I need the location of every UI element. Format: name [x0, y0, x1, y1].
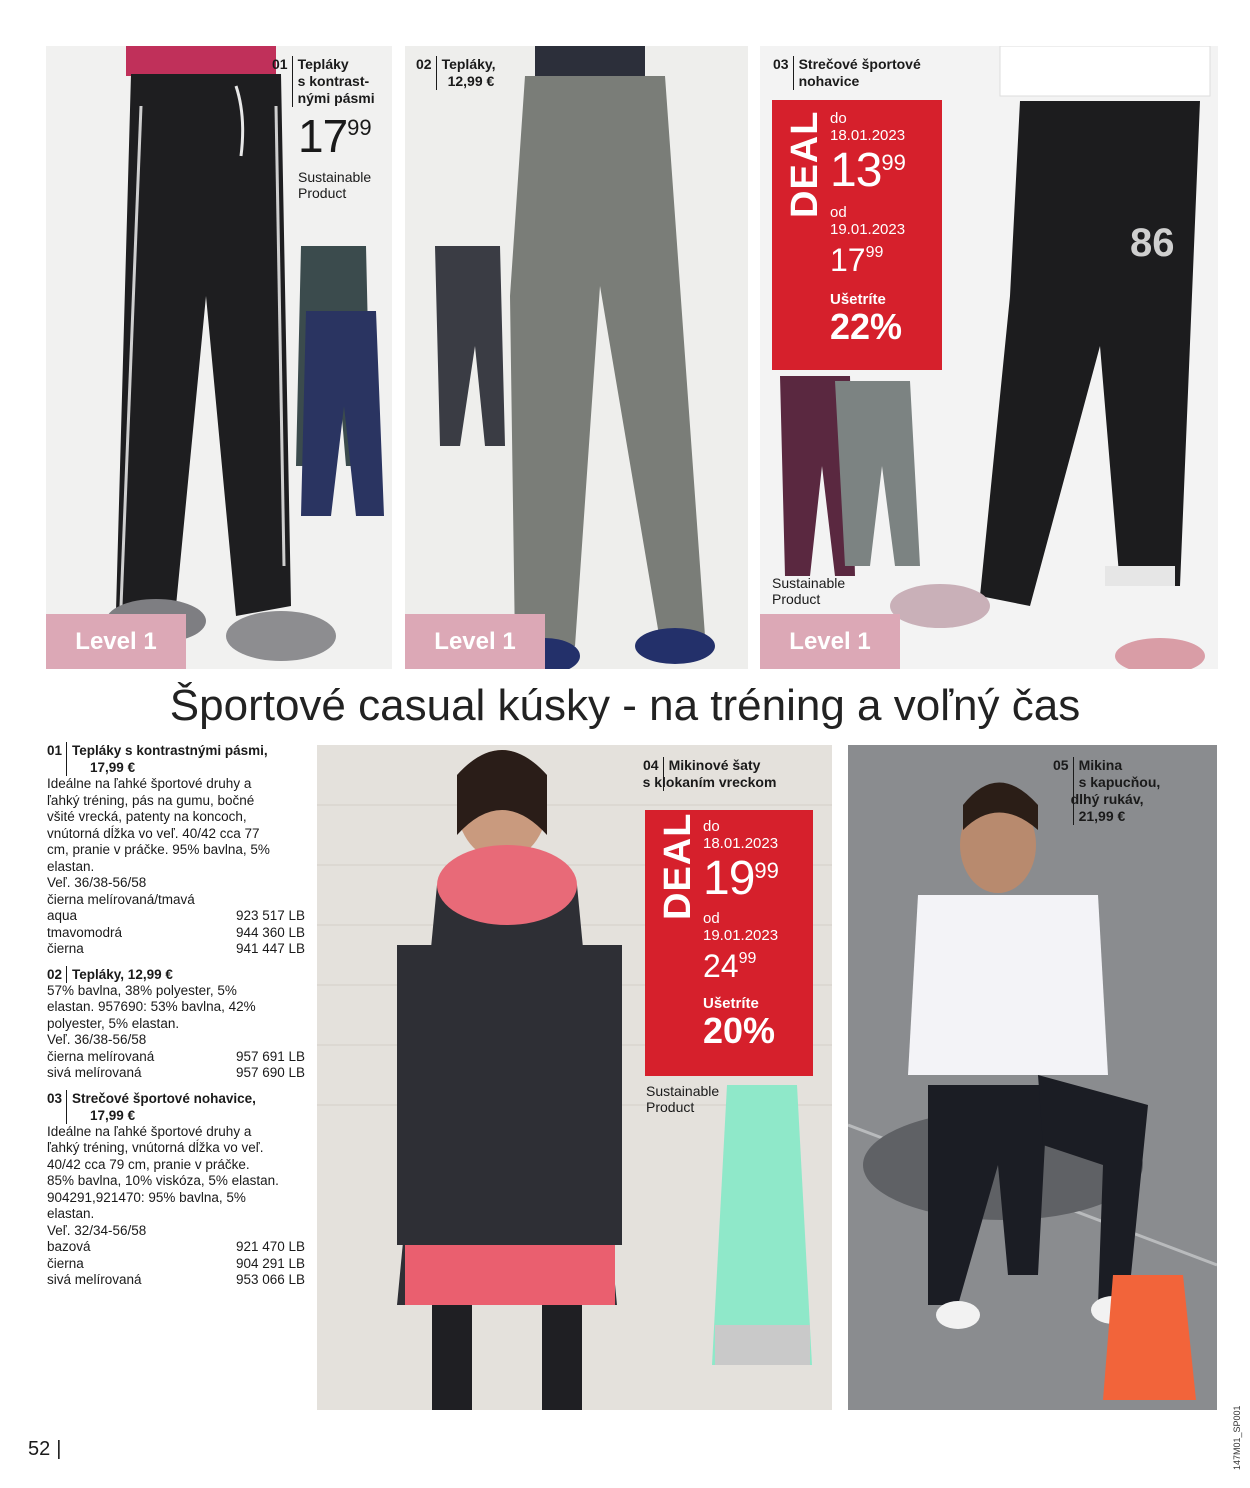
product-name-line: 12,99 €: [447, 73, 495, 89]
deal-save-pct: 20%: [703, 1010, 776, 1051]
variant-list: [47, 1049, 305, 1082]
deal-until: do 18.01.2023: [830, 110, 906, 144]
product-name-line: Tepláky: [297, 56, 349, 72]
deal-old-price: 1799: [830, 242, 884, 278]
deal-box-03: [772, 100, 942, 370]
deal-from: od 19.01.2023: [830, 204, 906, 238]
product-name-line: nými pásmi: [297, 90, 375, 106]
detail-block-01: 01 Tepláky s kontrastnými pásmi, 17,99 € Ideálne na ľahké športové druhy a ľahký tréning, pás na gumu, bočné všité vrecká, patenty na koncoch, vnútorná dĺžka vo veľ. 40/42 cca 77 cm, pranie v práčke. 95% bavlna, 5% elastan. Veľ. 36/38-56/58 čierna melírovaná/tmavá aqua 923 517 LB tmavomodrá 944 360 LB čierna 941 447 LB: [47, 743, 305, 956]
product-name-line: Mikinové šaty: [668, 757, 761, 773]
pants-illustration-02: [405, 46, 748, 669]
product-name-line: Strečové športové: [798, 56, 921, 72]
deal-label: DEAL: [784, 110, 826, 218]
detail-block-03: 03 Strečové športové nohavice, 17,99 € Ideálne na ľahké športové druhy a ľahký tréning, vnútorná dĺžka vo veľ. 40/42 cca 79 cm, pranie v práčke. 85% bavlna, 10% viskóza, 5% elastan. 904291,921470: 95% bavlna, 5% elastan. Veľ. 32/34-56/58 bazová 921 470 LB čierna 904 291 LB sivá melírovaná 953 066 LB: [47, 1090, 305, 1287]
level-badge-01: Level 1: [46, 614, 186, 669]
product-name-line: nohavice: [798, 73, 860, 89]
level-badge-02: Level 1: [405, 614, 545, 669]
deal-save-pct: 22%: [830, 306, 903, 347]
deal-until: do 18.01.2023: [703, 818, 779, 852]
product-label-01: [272, 56, 375, 201]
product-label-05: [1053, 757, 1160, 825]
product-name-line: s klokaním vreckom: [642, 774, 777, 790]
sustainable-badge-03: Sustainable Product: [772, 575, 846, 607]
sustainable-badge-04: Sustainable Product: [646, 1083, 720, 1115]
product-number: 02: [416, 56, 432, 72]
deal-price: 1999: [703, 852, 779, 905]
product-number: 04: [643, 757, 659, 773]
deal-save-label: Ušetríte: [830, 291, 886, 308]
product-number: 01: [272, 56, 288, 72]
product-price: 1799: [298, 110, 372, 162]
variant-row: čierna melírovaná 957 691 LB: [47, 1048, 305, 1064]
variant-row: aqua 923 517 LB: [47, 908, 305, 923]
deal-old-price: 2499: [703, 948, 757, 984]
sustainable-badge: Sustainable Product: [298, 169, 372, 201]
variant-list: [47, 908, 305, 958]
variant-row: bazová 921 470 LB: [47, 1239, 305, 1254]
product-number: 05: [1053, 757, 1069, 773]
product-photo-02: [405, 46, 748, 669]
deal-box-04: [645, 810, 813, 1076]
product-name-line: s kapucňou,: [1078, 774, 1161, 790]
detail-desc: Ideálne na ľahké športové druhy a ľahký tréning, vnútorná dĺžka vo veľ. 40/42 cca 79 cm, pranie v práčke. 85% bavlna, 10% viskóza, 5% elastan. 904291,921470: 95% bavlna, 5% elastan. Veľ. 32/34-56/58: [47, 1123, 279, 1238]
variant-row: čierna 941 447 LB: [47, 941, 305, 956]
product-name-line: Mikina: [1078, 757, 1123, 773]
deal-price: 1399: [830, 144, 906, 197]
product-name-line: 21,99 €: [1078, 808, 1126, 824]
product-label-04: [643, 757, 776, 791]
product-name-line: Tepláky,: [441, 56, 496, 72]
variant-row: sivá melírovaná 953 066 LB: [47, 1272, 305, 1287]
detail-desc: Ideálne na ľahké športové druhy a ľahký tréning, pás na gumu, bočné všité vrecká, patenty na koncoch, vnútorná dĺžka vo veľ. 40/42 cca 77 cm, pranie v práčke. 95% bavlna, 5% elastan. Veľ. 36/38-56/58 čierna melírovaná/tmavá: [47, 776, 270, 907]
page-number: 52 |: [28, 1438, 62, 1460]
detail-desc: 57% bavlna, 38% polyester, 5% elastan. 957690: 53% bavlna, 42% polyester, 5% elastan. Veľ. 36/38-56/58: [47, 982, 256, 1047]
product-name-line: dlhý rukáv,: [1070, 791, 1144, 807]
detail-block-02: 02 Tepláky, 12,99 € 57% bavlna, 38% polyester, 5% elastan. 957690: 53% bavlna, 42% polyester, 5% elastan. Veľ. 36/38-56/58 čierna melírovaná 957 691 LB sivá melírovaná 957 690 LB: [47, 966, 305, 1080]
variant-row: čierna 904 291 LB: [47, 1255, 305, 1271]
product-number: 03: [773, 56, 789, 72]
deal-from: od 19.01.2023: [703, 910, 779, 944]
variant-list: [47, 1239, 305, 1289]
product-label-02: [416, 56, 496, 90]
deal-label: DEAL: [657, 812, 699, 920]
product-photo-05: [848, 745, 1217, 1410]
variant-row: tmavomodrá 944 360 LB: [47, 924, 305, 940]
svg-text:86: 86: [1130, 221, 1175, 265]
variant-row: sivá melírovaná 957 690 LB: [47, 1065, 305, 1080]
product-label-03: [773, 56, 921, 90]
catalog-code: 147M01_SP001: [1232, 1405, 1242, 1470]
deal-save-label: Ušetríte: [703, 995, 759, 1012]
hoodie-illustration-05: [848, 745, 1217, 1410]
page-headline: Športové casual kúsky - na tréning a voľný čas: [169, 681, 1081, 730]
details-column: [47, 742, 305, 1289]
level-badge-03: Level 1: [760, 614, 900, 669]
product-name-line: s kontrast-: [297, 73, 370, 89]
